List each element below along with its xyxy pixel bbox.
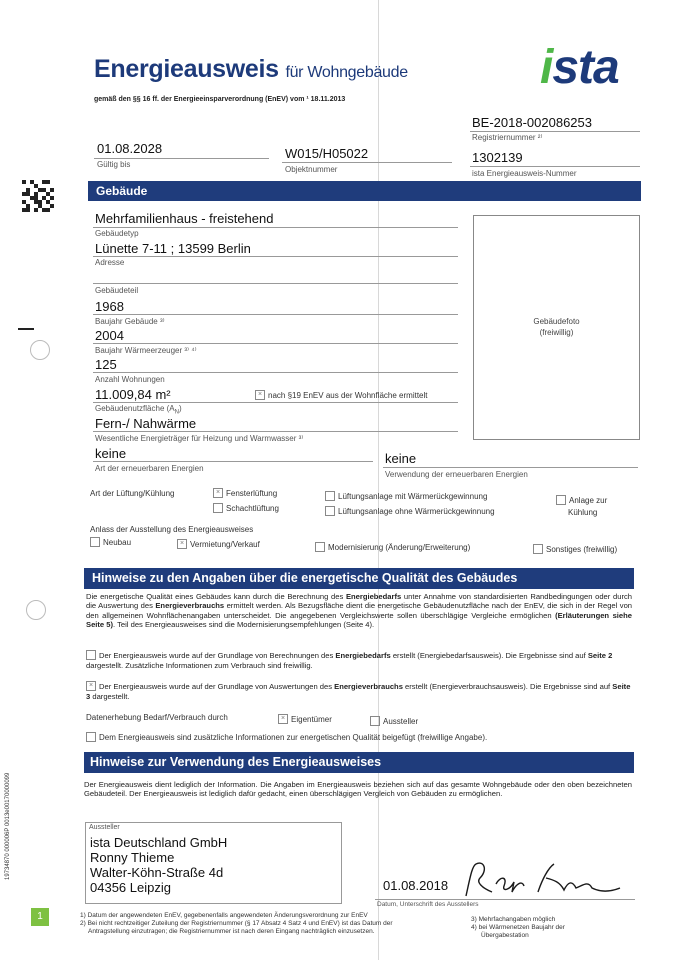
building-type-value: Mehrfamilienhaus - freistehend bbox=[95, 211, 274, 226]
signature-icon bbox=[462, 858, 624, 900]
data-issuer-option[interactable] bbox=[370, 717, 418, 727]
reason-new-option[interactable] bbox=[90, 538, 131, 548]
reason-rent-checkbox[interactable]: × bbox=[177, 539, 187, 549]
heater-year-value: 2004 bbox=[95, 328, 124, 343]
vent-shaft-checkbox[interactable] bbox=[213, 503, 223, 513]
additional-info-checkbox[interactable] bbox=[86, 732, 96, 742]
object-number-value: W015/H05022 bbox=[285, 146, 369, 161]
vent-recovery-text: Lüftungsanlage mit Wärmerückgewinnung bbox=[338, 492, 488, 502]
units-label: Anzahl Wohnungen bbox=[95, 375, 165, 384]
area-label: Gebäudenutzfläche $(A_N)$ bbox=[95, 404, 182, 416]
photo-label-1: Gebäudefoto bbox=[533, 317, 580, 326]
issuer-line-3: Walter-Köhn-Straße 4d bbox=[90, 865, 224, 880]
building-year-value: 1968 bbox=[95, 299, 124, 314]
data-issuer-checkbox[interactable] bbox=[370, 716, 380, 726]
notes-demand-b: Energiebedarfs bbox=[335, 651, 391, 660]
additional-info-text: Dem Energieausweis sind zusätzliche Informationen zur energetischen Qualität beigefügt (freiwillige Angabe). bbox=[99, 733, 488, 743]
punch-hole bbox=[30, 340, 50, 360]
notes-intro-b1: Energiebedarfs bbox=[345, 592, 402, 601]
date-signature-label: Datum, Unterschrift des Ausstellers bbox=[377, 901, 479, 908]
reason-rent-text: Vermietung/Verkauf bbox=[190, 540, 260, 550]
data-owner-checkbox[interactable]: × bbox=[278, 714, 288, 724]
vent-window-checkbox[interactable]: × bbox=[213, 488, 223, 498]
notes-intro-2: unter Annahme von standardisierten Randbedingungen oder durch die Auswertung des bbox=[86, 592, 632, 611]
vent-no-recovery-checkbox[interactable] bbox=[325, 506, 335, 516]
notes-demand-1: Der Energieausweis wurde auf der Grundlage von Berechnungen des bbox=[99, 651, 336, 660]
area-value: 11.009,84 m² bbox=[95, 387, 171, 402]
energy-carrier-label: Wesentliche Energieträger für Heizung und Warmwasser ³⁾ bbox=[95, 434, 304, 443]
units-value: 125 bbox=[95, 357, 117, 372]
ventilation-label: Art der Lüftung/Kühlung bbox=[90, 489, 175, 498]
building-type-label: Gebäudetyp bbox=[95, 229, 139, 238]
footnote-2a: 2) Bei nicht rechtzeitiger Zuteilung der Registriernummer (§ 17 Absatz 4 Satz 4 und EnEV) ist das Datum der bbox=[80, 920, 393, 927]
issue-date: 01.08.2018 bbox=[383, 878, 449, 893]
data-issuer-text: Aussteller bbox=[383, 717, 419, 727]
vent-no-recovery-option[interactable] bbox=[325, 507, 495, 517]
vent-shaft-option[interactable] bbox=[213, 504, 279, 514]
notes-demand-2: erstellt (Energiebedarfsausweis). Die Ergebnisse sind auf bbox=[390, 651, 588, 660]
renewable-use-value: keine bbox=[385, 451, 417, 466]
page-title bbox=[94, 55, 408, 84]
vent-cooling-text-1: Anlage zur bbox=[569, 496, 608, 505]
area-label-text: Gebäudenutzfläche (A bbox=[95, 404, 175, 413]
reason-modern-checkbox[interactable] bbox=[315, 542, 325, 552]
footnote-2b: Antragstellung einzutragen; die Registriernummer ist nach deren Eingang nachträglich einzusetzen. bbox=[88, 928, 375, 935]
building-year-label: Baujahr Gebäude ³⁾ bbox=[95, 317, 165, 326]
address-value: Lünette 7-11 ; 13599 Berlin bbox=[95, 241, 251, 256]
notes-intro-1: Die energetische Qualität eines Gebäudes kann durch die Berechnung des bbox=[86, 592, 346, 601]
photo-label-2: (freiwillig) bbox=[539, 328, 574, 337]
energy-carrier-value: Fern-/ Nahwärme bbox=[95, 416, 197, 431]
reason-modern-text: Modernisierung (Änderung/Erweiterung) bbox=[328, 543, 471, 553]
building-part-label: Gebäudeteil bbox=[95, 286, 139, 295]
notes-intro-b2: Energieverbrauchs bbox=[155, 601, 225, 611]
punch-hole bbox=[26, 600, 46, 620]
additional-info-option[interactable] bbox=[86, 733, 487, 743]
demand-checkbox[interactable] bbox=[86, 650, 96, 660]
area-note-checkbox[interactable]: × bbox=[255, 390, 265, 400]
side-code: 19734870 000006P 0013e00170000099 bbox=[5, 772, 11, 880]
notes-demand-3: dargestellt. Zusätzliche Informationen zum Verbrauch sind freiwillig. bbox=[86, 661, 313, 670]
notes-consumption bbox=[86, 682, 632, 701]
section-usage-title: Hinweise zur Verwendung des Energieausweises bbox=[90, 755, 382, 769]
qr-code-icon bbox=[22, 180, 54, 212]
heater-year-label: Baujahr Wärmeerzeuger ³⁾ ⁴⁾ bbox=[95, 346, 197, 355]
vent-cooling-option[interactable] bbox=[556, 495, 607, 519]
vent-shaft-text: Schachtlüftung bbox=[226, 504, 279, 514]
ista-number-label: ista Energieausweis-Nummer bbox=[472, 169, 577, 178]
reason-rent-option[interactable] bbox=[177, 540, 260, 550]
vent-no-recovery-text: Lüftungsanlage ohne Wärmerückgewinnung bbox=[338, 507, 495, 517]
issuer-line-2: Ronny Thieme bbox=[90, 850, 175, 865]
vent-window-option[interactable] bbox=[213, 489, 277, 499]
area-note bbox=[255, 391, 428, 401]
vent-cooling-text-2: Kühlung bbox=[568, 508, 598, 517]
notes-consumption-1: Der Energieausweis wurde auf der Grundlage von Auswertungen des bbox=[99, 682, 335, 691]
title-suffix: für Wohngebäude bbox=[285, 64, 408, 81]
renewable-use-label: Verwendung der erneuerbaren Energien bbox=[385, 470, 528, 479]
footnotes-left bbox=[80, 912, 470, 936]
ista-logo bbox=[540, 40, 619, 95]
notes-intro-b3: (Erläuterungen siehe Seite 5) bbox=[86, 610, 632, 629]
registration-label: Registriernummer ²⁾ bbox=[472, 133, 543, 142]
reason-new-checkbox[interactable] bbox=[90, 537, 100, 547]
data-owner-option[interactable] bbox=[278, 715, 332, 725]
issuer-label: Aussteller bbox=[89, 824, 120, 831]
section-building-header bbox=[88, 181, 641, 201]
object-number-label: Objektnummer bbox=[285, 165, 338, 174]
footnote-4a: 4) bei Wärmenetzen Baujahr der bbox=[471, 924, 565, 931]
notes-intro-3: ermittelt werden. Als Bezugsfläche dient die energetische Gebäudenutzfläche nach der EnEV, die sich in der Regel von den allgemeinen Wohnflächenangaben unterscheidet. Die angegebenen Vergleichswerte sollen überschlägige Vergleiche ermöglichen bbox=[86, 601, 633, 620]
reason-other-option[interactable] bbox=[533, 545, 617, 555]
ista-number-value: 1302139 bbox=[472, 150, 523, 165]
footnote-3: 3) Mehrfachangaben möglich bbox=[471, 916, 556, 923]
footnote-4b: Übergabestation bbox=[481, 932, 529, 939]
reason-label: Anlass der Ausstellung des Energieausweises bbox=[90, 525, 254, 534]
page-subtitle: gemäß den §§ 16 ff. der Energieeinsparverordnung (EnEV) vom ¹ 18.11.2013 bbox=[94, 96, 346, 103]
notes-consumption-b: Energieverbrauchs bbox=[334, 682, 403, 691]
data-collection-label: Datenerhebung Bedarf/Verbrauch durch bbox=[86, 713, 228, 722]
issuer-address bbox=[90, 835, 227, 895]
issuer-line-1: ista Deutschland GmbH bbox=[90, 835, 228, 850]
notes-consumption-3: dargestellt. bbox=[90, 692, 130, 701]
section-notes-title: Hinweise zu den Angaben über die energetische Qualität des Gebäudes bbox=[92, 571, 518, 585]
vent-window-text: Fensterlüftung bbox=[226, 489, 278, 499]
renewable-type-value: keine bbox=[95, 446, 127, 461]
reason-other-checkbox[interactable] bbox=[533, 544, 543, 554]
reason-modern-option[interactable] bbox=[315, 543, 470, 553]
notes-demand bbox=[86, 651, 632, 670]
section-notes-header bbox=[84, 568, 634, 589]
footnote-1: 1) Datum der angewendeten EnEV, gegebenenfalls angewendeten Änderungsverordnung zur EnEV bbox=[80, 912, 368, 919]
footnotes-right bbox=[471, 916, 636, 940]
vent-cooling-checkbox[interactable] bbox=[556, 495, 566, 505]
section-usage-header bbox=[84, 752, 634, 773]
area-label-sub: N bbox=[174, 409, 179, 416]
fold-line bbox=[378, 0, 379, 960]
title-text: Energieausweis bbox=[94, 55, 279, 83]
notes-intro-4: . Teil des Energieausweises sind die Modernisierungsempfehlungen (Seite 4). bbox=[113, 619, 375, 629]
consumption-checkbox[interactable]: × bbox=[86, 681, 96, 691]
section-building-title: Gebäude bbox=[96, 184, 148, 198]
logo-text: ista bbox=[540, 41, 619, 94]
valid-until-value: 01.08.2028 bbox=[97, 141, 163, 156]
notes-intro bbox=[86, 592, 632, 629]
vent-recovery-option[interactable] bbox=[325, 492, 487, 502]
valid-until-label: Gültig bis bbox=[97, 160, 131, 169]
usage-text: Der Energieausweis dient lediglich der Information. Die Angaben im Energieausweis beziehen sich auf das gesamte Wohngebäude oder den oben bezeichneten Gebäudeteil. Der Energieausweis ist lediglich dafür gedacht, einen überschlägigen Vergleich von Gebäuden zu ermöglichen. bbox=[84, 780, 632, 799]
reason-new-text: Neubau bbox=[103, 538, 132, 548]
registration-number: BE-2018-002086253 bbox=[472, 115, 592, 130]
notes-consumption-b2: Seite 3 bbox=[86, 682, 631, 701]
area-note-text: nach §19 EnEV aus der Wohnfläche ermittelt bbox=[268, 391, 428, 401]
renewable-type-label: Art der erneuerbaren Energien bbox=[95, 464, 204, 473]
notes-consumption-2: erstellt (Energieverbrauchsausweis). Die Ergebnisse sind auf bbox=[402, 682, 613, 691]
issuer-line-4: 04356 Leipzig bbox=[90, 880, 171, 895]
vent-recovery-checkbox[interactable] bbox=[325, 491, 335, 501]
margin-mark bbox=[18, 328, 34, 330]
reason-other-text: Sonstiges (freiwillig) bbox=[546, 545, 618, 555]
address-label: Adresse bbox=[95, 258, 125, 267]
notes-demand-b2: Seite 2 bbox=[587, 651, 613, 660]
page-number-badge: 1 bbox=[31, 908, 49, 926]
building-photo-box bbox=[473, 215, 640, 440]
data-owner-text: Eigentümer bbox=[291, 715, 332, 725]
